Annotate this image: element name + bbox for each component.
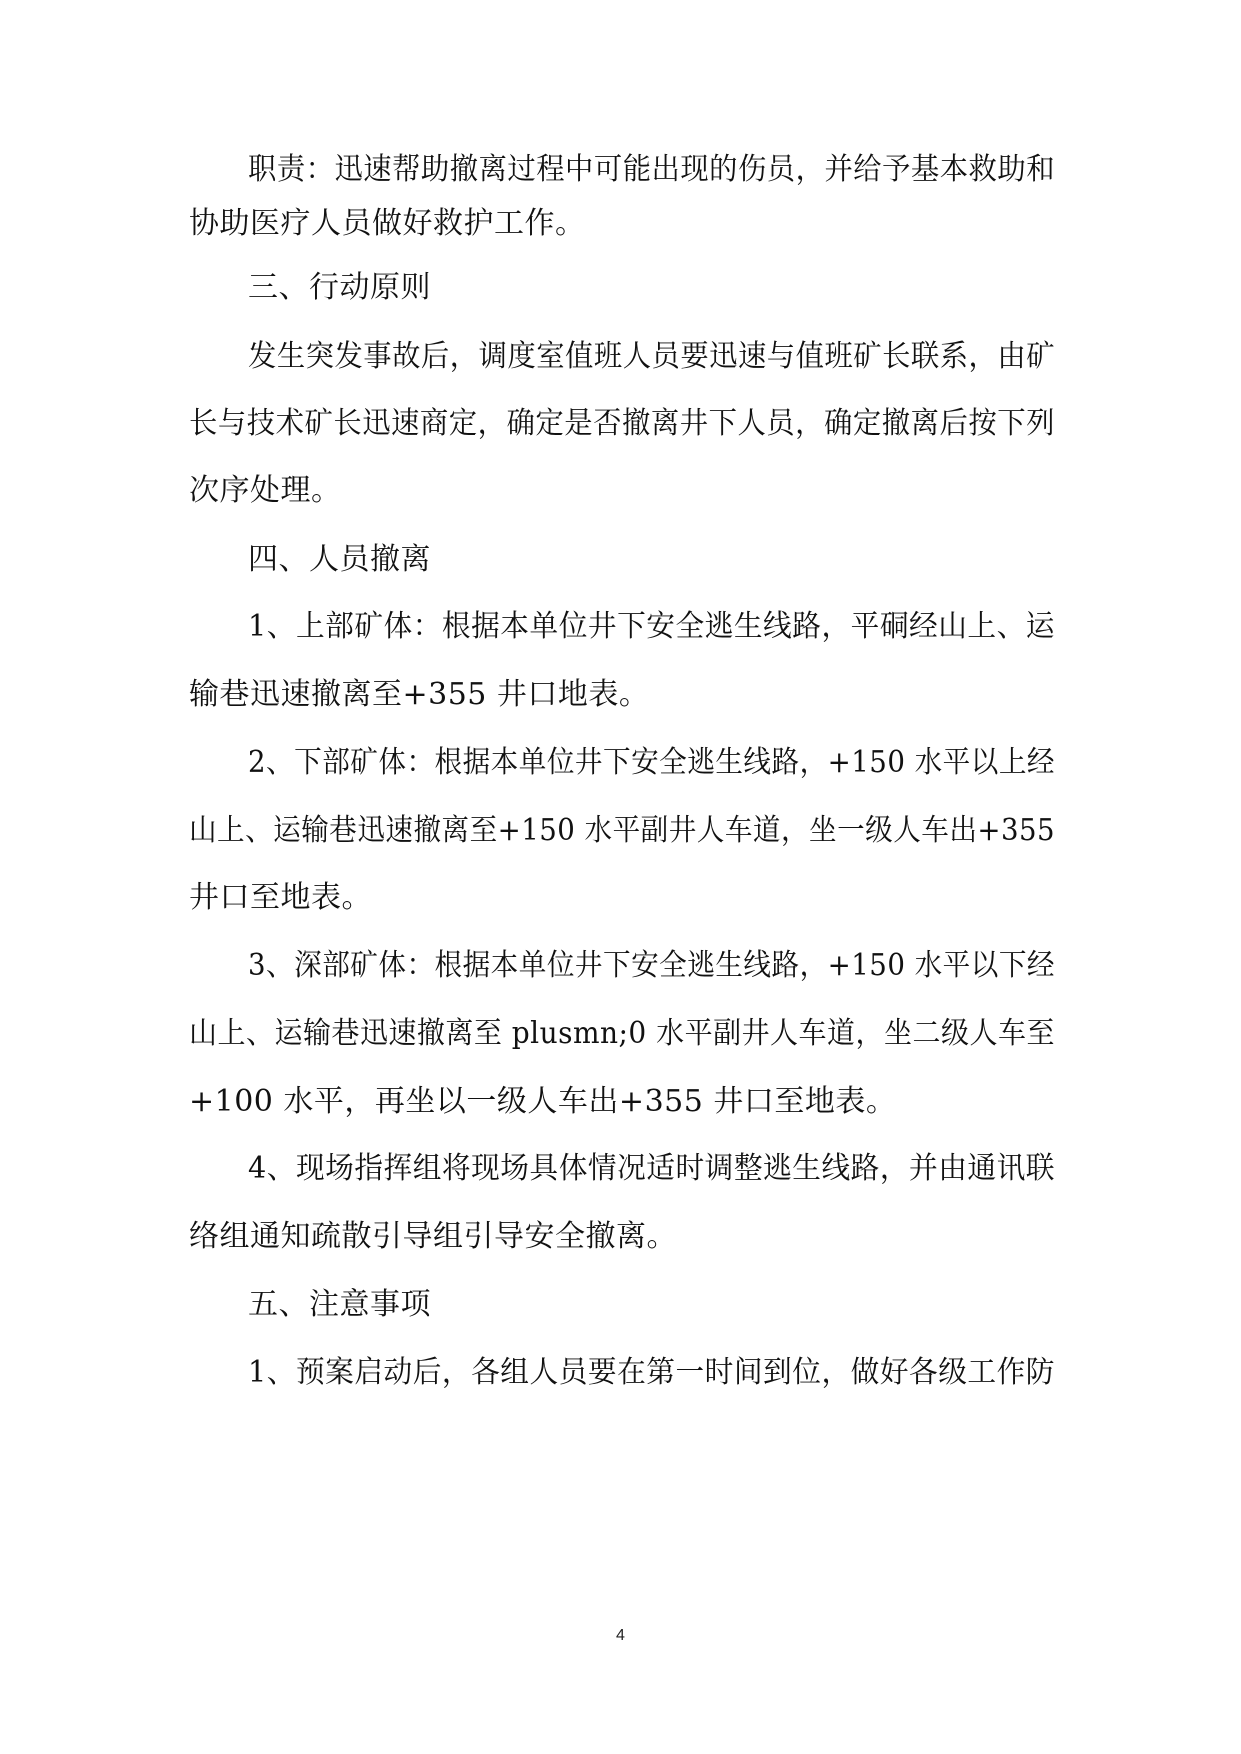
text-line bbox=[248, 150, 1241, 190]
text-line bbox=[189, 471, 1241, 511]
text-line bbox=[189, 404, 1241, 444]
text-line bbox=[189, 811, 1241, 851]
text-line bbox=[248, 337, 1241, 377]
text-line bbox=[189, 1217, 1241, 1257]
line-text: 五、注意事项 bbox=[248, 1287, 431, 1322]
line-text: 长与技术矿长迅速商定，确定是否撤离井下人员，确定撤离后按下列 bbox=[189, 406, 1055, 441]
section-heading bbox=[248, 540, 1241, 580]
page-number: 4 bbox=[616, 1627, 625, 1644]
line-text: 次序处理。 bbox=[189, 473, 342, 508]
text-line bbox=[189, 878, 1241, 918]
line-text: 1、预案启动后，各组人员要在第一时间到位，做好各级工作防 bbox=[248, 1355, 1056, 1390]
line-text: 职责：迅速帮助撤离过程中可能出现的伤员，并给予基本救助和 bbox=[248, 152, 1056, 187]
line-text: 输巷迅速撤离至+355 井口地表。 bbox=[189, 677, 650, 712]
line-text: 山上、运输巷迅速撤离至+150 水平副井人车道，坐一级人车出+355 bbox=[189, 813, 1056, 848]
line-text: 发生突发事故后，调度室值班人员要迅速与值班矿长联系，由矿 bbox=[248, 339, 1056, 374]
text-line bbox=[248, 743, 1241, 783]
text-line bbox=[248, 1149, 1241, 1189]
section-heading bbox=[248, 268, 1241, 308]
line-text: 井口至地表。 bbox=[189, 880, 372, 915]
line-text: 四、人员撤离 bbox=[248, 542, 431, 577]
line-text: +100 水平，再坐以一级人车出+355 井口至地表。 bbox=[189, 1084, 897, 1119]
line-text: 3、深部矿体：根据本单位井下安全逃生线路，+150 水平以下经 bbox=[248, 948, 1056, 983]
text-line bbox=[189, 1014, 1241, 1054]
text-line bbox=[189, 1082, 1241, 1122]
text-line bbox=[248, 946, 1241, 986]
line-text: 山上、运输巷迅速撤离至 plusmn;0 水平副井人车道，坐二级人车至 bbox=[189, 1016, 1055, 1051]
line-text: 1、上部矿体：根据本单位井下安全逃生线路，平硐经山上、运 bbox=[248, 609, 1056, 644]
text-line bbox=[189, 675, 1241, 715]
section-heading bbox=[248, 1285, 1241, 1325]
line-text: 2、下部矿体：根据本单位井下安全逃生线路，+150 水平以上经 bbox=[248, 745, 1056, 780]
line-text: 三、行动原则 bbox=[248, 270, 431, 305]
text-line bbox=[189, 204, 1241, 244]
line-text: 协助医疗人员做好救护工作。 bbox=[189, 206, 586, 241]
line-text: 4、现场指挥组将现场具体情况适时调整逃生线路，并由通讯联 bbox=[248, 1151, 1056, 1186]
text-line bbox=[248, 607, 1241, 647]
text-line bbox=[248, 1353, 1241, 1393]
line-text: 络组通知疏散引导组引导安全撤离。 bbox=[189, 1219, 677, 1254]
